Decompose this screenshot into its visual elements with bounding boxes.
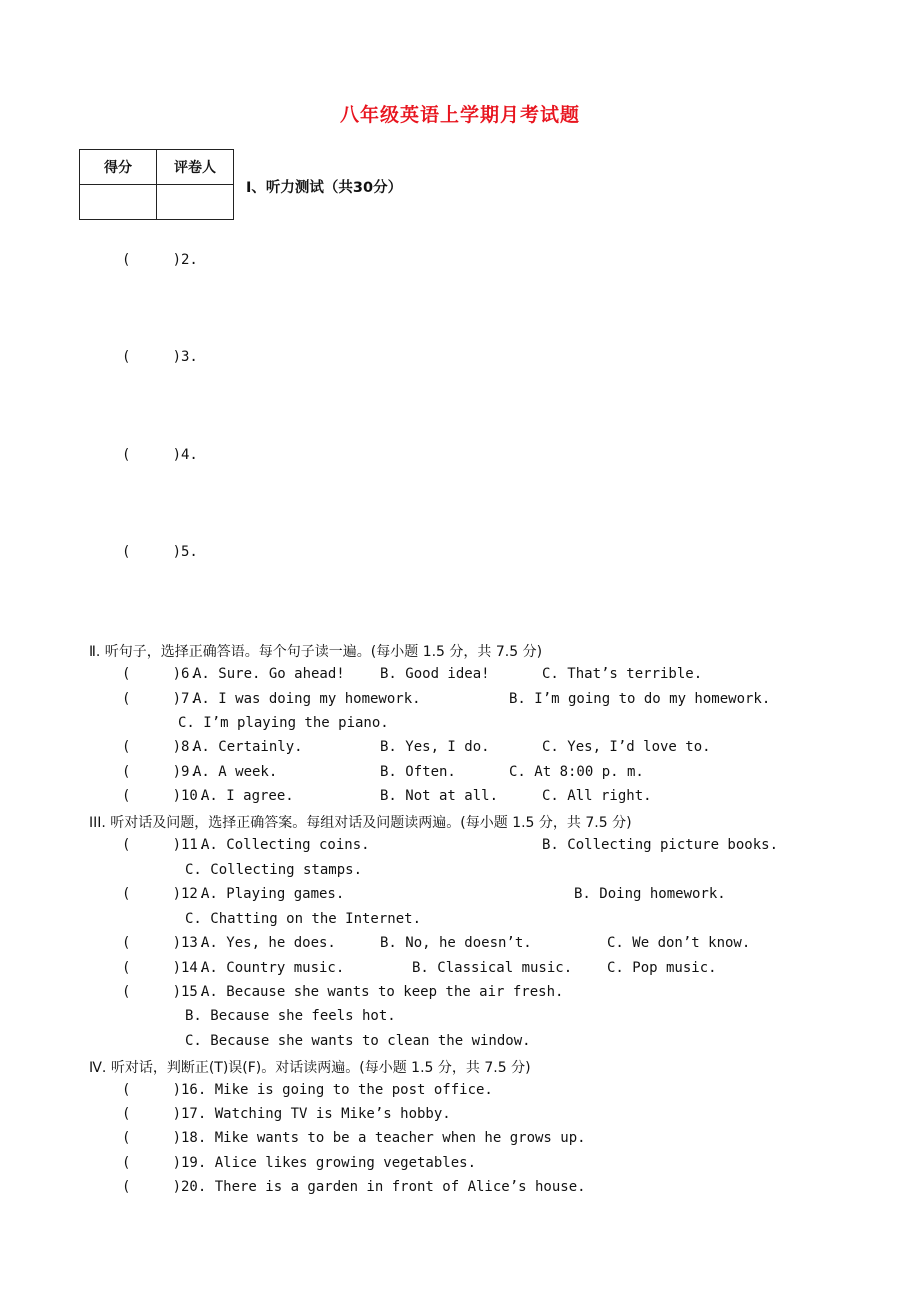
option-a: A. Collecting coins. (201, 837, 370, 853)
question-number: ( )10. (122, 788, 207, 804)
true-false-item: ( )20. There is a garden in front of Alice’s house. (122, 1179, 586, 1195)
score-label: 得分 (80, 150, 157, 185)
grader-cell[interactable] (157, 185, 234, 220)
option-c: C. That’s terrible. (542, 666, 703, 682)
part1-heading: Ⅰ、听力测试（共30分） (246, 180, 403, 196)
option-b: B. Good idea! (380, 666, 490, 682)
true-false-item: ( )18. Mike wants to be a teacher when he grows up. (122, 1130, 586, 1146)
option-c: C. At 8:00 p. m. (509, 764, 644, 780)
option-a: A. I was doing my homework. (193, 691, 421, 707)
question-number: ( )8. (122, 739, 198, 755)
question-number: ( )11. (122, 837, 207, 853)
true-false-item: ( )19. Alice likes growing vegetables. (122, 1155, 477, 1171)
option-c: C. All right. (542, 788, 652, 804)
question-number: ( )6. (122, 666, 198, 682)
option-a: A. Country music. (201, 960, 345, 976)
page-title: 八年级英语上学期月考试题 (339, 104, 580, 126)
option-c: C. Pop music. (607, 960, 717, 976)
option-b: B. Doing homework. (574, 886, 726, 902)
option-a: A. Sure. Go ahead! (193, 666, 345, 682)
grader-label: 评卷人 (157, 150, 234, 185)
option-c: C. Because she wants to clean the window. (185, 1033, 531, 1049)
option-a: A. I agree. (201, 788, 294, 804)
question-number: ( )13. (122, 935, 207, 951)
option-c: C. Collecting stamps. (185, 862, 363, 878)
true-false-item: ( )16. Mike is going to the post office. (122, 1082, 493, 1098)
part2-heading: Ⅱ. 听句子，选择正确答语。每个句子读一遍。(每小题 1.5 分，共 7.5 分) (89, 644, 543, 660)
option-a: A. Certainly. (193, 739, 303, 755)
option-b: B. I’m going to do my homework. (509, 691, 771, 707)
part4-heading: Ⅳ. 听对话，判断正(T)误(F)。对话读两遍。(每小题 1.5 分，共 7.5 分) (89, 1060, 531, 1076)
option-a: A. Playing games. (201, 886, 345, 902)
part3-heading: III. 听对话及问题，选择正确答案。每组对话及问题读两遍。(每小题 1.5 分，共 7.5 分) (89, 815, 632, 831)
option-b: B. No, he doesn’t. (380, 935, 532, 951)
option-b: B. Not at all. (380, 788, 499, 804)
true-false-item: ( )17. Watching TV is Mike’s hobby. (122, 1106, 451, 1122)
score-cell[interactable] (80, 185, 157, 220)
question-number: ( )7. (122, 691, 198, 707)
question-number: ( )14. (122, 960, 207, 976)
option-c: C. We don’t know. (607, 935, 751, 951)
listening-item: ( )2. (122, 252, 198, 268)
question-number: ( )12. (122, 886, 207, 902)
listening-item: ( )3. (122, 349, 198, 365)
option-c: C. I’m playing the piano. (178, 715, 389, 731)
option-b: B. Classical music. (412, 960, 573, 976)
option-b: B. Often. (380, 764, 456, 780)
option-a: A. Because she wants to keep the air fresh. (201, 984, 564, 1000)
score-table (79, 149, 234, 220)
listening-item: ( )5. (122, 544, 198, 560)
option-c: C. Yes, I’d love to. (542, 739, 711, 755)
question-number: ( )9. (122, 764, 198, 780)
option-b: B. Yes, I do. (380, 739, 490, 755)
option-a: A. Yes, he does. (201, 935, 336, 951)
listening-item: ( )4. (122, 447, 198, 463)
question-number: ( )15. (122, 984, 207, 1000)
option-b: B. Collecting picture books. (542, 837, 779, 853)
option-c: C. Chatting on the Internet. (185, 911, 422, 927)
option-a: A. A week. (193, 764, 278, 780)
option-b: B. Because she feels hot. (185, 1008, 396, 1024)
